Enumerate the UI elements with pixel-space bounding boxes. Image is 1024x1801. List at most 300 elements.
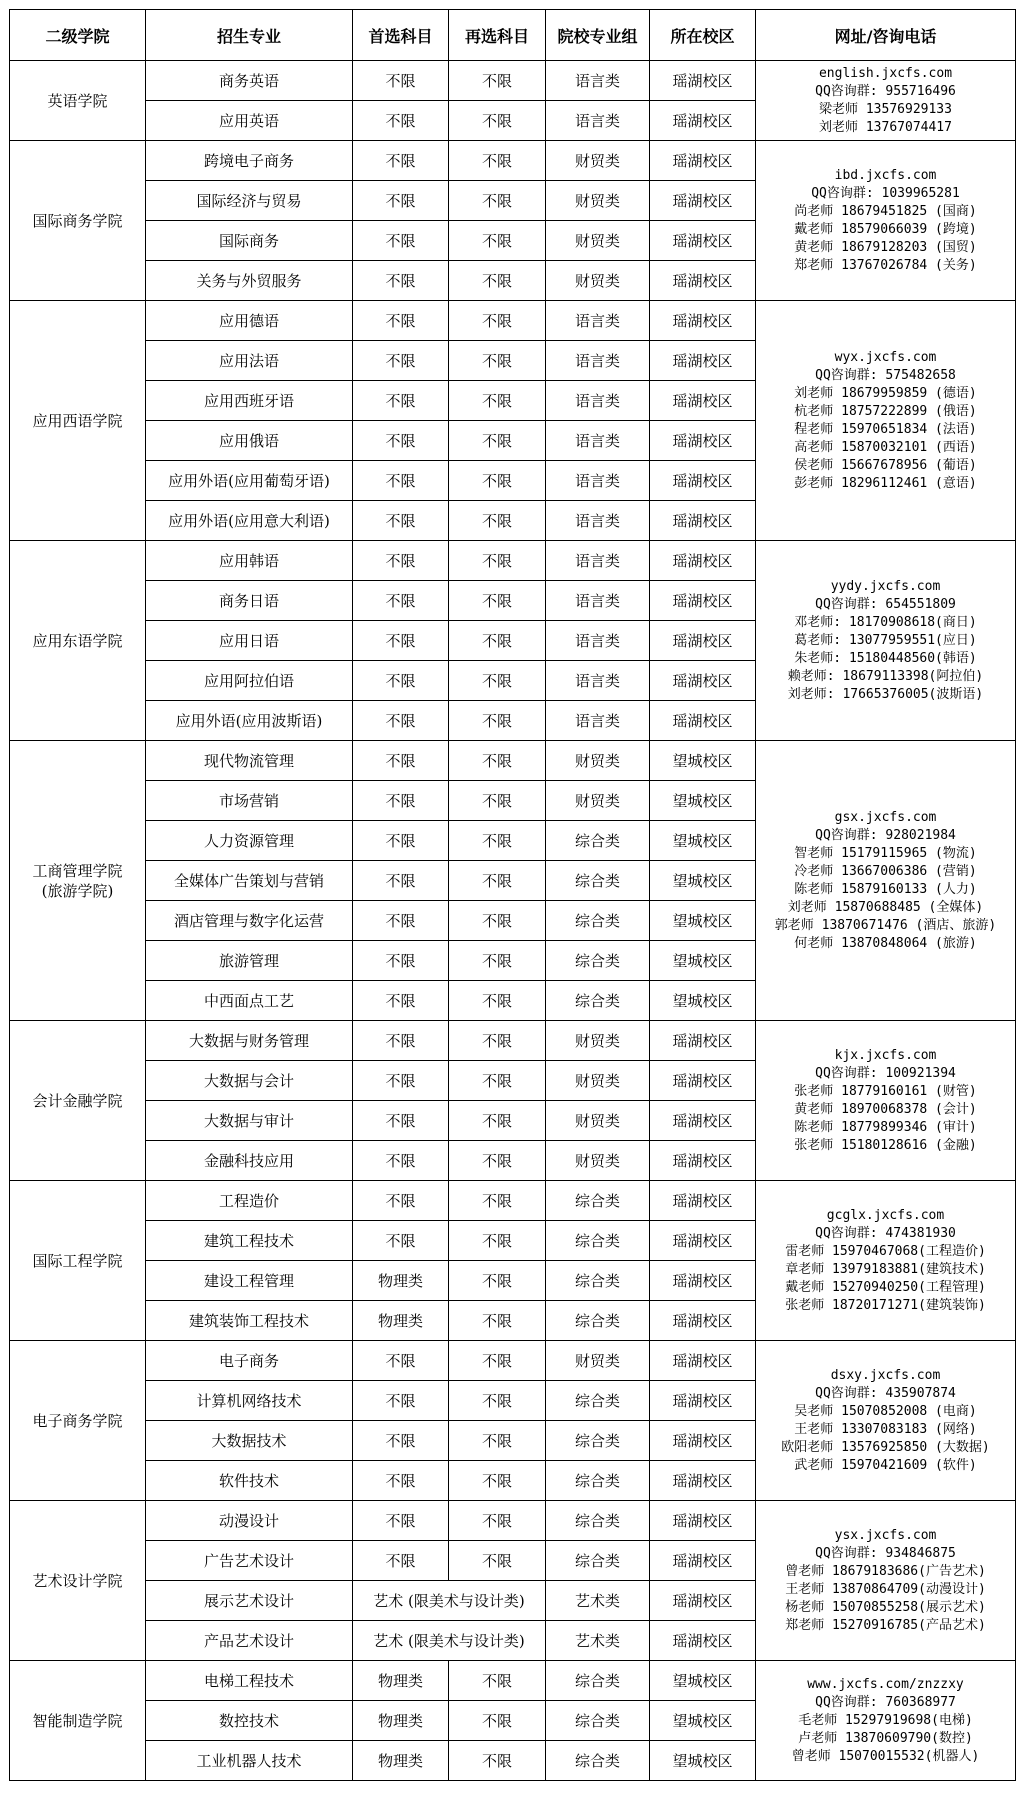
major-group-cell: 财贸类 (546, 781, 650, 821)
contact-website: english.jxcfs.com (818, 65, 953, 81)
contact-teacher-phone: 王老师 13870864709(动漫设计) (785, 1581, 986, 1597)
college-name-line: 智能制造学院 (32, 1711, 123, 1730)
major-group-cell: 财贸类 (546, 1101, 650, 1141)
campus-cell: 瑶湖校区 (650, 581, 756, 621)
contact-teacher-phone: 卢老师 13870609790(数控) (798, 1730, 973, 1746)
second-subject-cell: 不限 (449, 61, 546, 101)
second-subject-cell: 不限 (449, 1501, 546, 1541)
major-cell: 建设工程管理 (146, 1261, 353, 1301)
major-group-cell: 综合类 (546, 1461, 650, 1501)
major-cell: 应用日语 (146, 621, 353, 661)
campus-cell: 瑶湖校区 (650, 1301, 756, 1341)
college-name-cell (10, 141, 146, 301)
contact-cell (756, 1661, 1016, 1781)
major-cell: 酒店管理与数字化运营 (146, 901, 353, 941)
contact-teacher-phone: 邓老师: 18170908618(商日) (794, 614, 977, 630)
major-cell: 动漫设计 (146, 1501, 353, 1541)
contact-qq-group: QQ咨询群: 928021984 (815, 827, 956, 843)
first-subject-cell: 不限 (353, 861, 449, 901)
second-subject-cell: 不限 (449, 301, 546, 341)
second-subject-cell: 不限 (449, 1341, 546, 1381)
contact-cell (756, 1021, 1016, 1181)
major-cell: 商务英语 (146, 61, 353, 101)
contact-teacher-phone: 黄老师 18679128203 (国贸) (794, 239, 977, 255)
second-subject-cell: 不限 (449, 501, 546, 541)
major-group-cell: 综合类 (546, 821, 650, 861)
major-group-cell: 综合类 (546, 981, 650, 1021)
major-group-cell: 综合类 (546, 1381, 650, 1421)
major-group-cell: 综合类 (546, 1661, 650, 1701)
second-subject-cell: 不限 (449, 1141, 546, 1181)
first-subject-cell: 不限 (353, 901, 449, 941)
first-subject-cell: 不限 (353, 221, 449, 261)
college-name-cell (10, 61, 146, 141)
major-group-cell: 综合类 (546, 861, 650, 901)
major-cell: 应用俄语 (146, 421, 353, 461)
first-subject-cell: 物理类 (353, 1261, 449, 1301)
campus-cell: 望城校区 (650, 901, 756, 941)
campus-cell: 瑶湖校区 (650, 1541, 756, 1581)
second-subject-cell: 不限 (449, 821, 546, 861)
major-group-cell: 语言类 (546, 581, 650, 621)
campus-cell: 望城校区 (650, 1741, 756, 1781)
first-subject-cell: 不限 (353, 541, 449, 581)
contact-website: dsxy.jxcfs.com (830, 1367, 941, 1383)
table-row (10, 301, 1016, 341)
campus-cell: 瑶湖校区 (650, 141, 756, 181)
second-subject-cell: 不限 (449, 901, 546, 941)
major-cell: 现代物流管理 (146, 741, 353, 781)
campus-cell: 瑶湖校区 (650, 301, 756, 341)
major-cell: 国际经济与贸易 (146, 181, 353, 221)
college-name-cell (10, 741, 146, 1021)
major-cell: 应用韩语 (146, 541, 353, 581)
contact-teacher-phone: 何老师 13870848064 (旅游) (794, 935, 977, 951)
contact-teacher-phone: 刘老师 18679959859 (德语) (794, 385, 977, 401)
major-group-cell: 财贸类 (546, 1141, 650, 1181)
subject-requirement-cell: 艺术 (限美术与设计类) (353, 1581, 546, 1621)
contact-teacher-phone: 雷老师 15970467068(工程造价) (785, 1243, 986, 1259)
contact-website: ibd.jxcfs.com (834, 167, 937, 183)
second-subject-cell: 不限 (449, 1061, 546, 1101)
major-cell: 电子商务 (146, 1341, 353, 1381)
major-group-cell: 财贸类 (546, 221, 650, 261)
first-subject-cell: 不限 (353, 461, 449, 501)
second-subject-cell: 不限 (449, 221, 546, 261)
header-second-subject: 再选科目 (449, 10, 546, 61)
college-name-cell (10, 541, 146, 741)
major-cell: 工程造价 (146, 1181, 353, 1221)
campus-cell: 望城校区 (650, 821, 756, 861)
major-cell: 金融科技应用 (146, 1141, 353, 1181)
major-cell: 中西面点工艺 (146, 981, 353, 1021)
contact-teacher-phone: 张老师 18779160161 (财管) (794, 1083, 977, 1099)
first-subject-cell: 不限 (353, 141, 449, 181)
first-subject-cell: 不限 (353, 701, 449, 741)
contact-qq-group: QQ咨询群: 474381930 (815, 1225, 956, 1241)
major-cell: 建筑装饰工程技术 (146, 1301, 353, 1341)
major-cell: 大数据与财务管理 (146, 1021, 353, 1061)
campus-cell: 望城校区 (650, 1701, 756, 1741)
major-group-cell: 财贸类 (546, 1341, 650, 1381)
contact-website: kjx.jxcfs.com (834, 1047, 937, 1063)
major-group-cell: 语言类 (546, 61, 650, 101)
second-subject-cell: 不限 (449, 1381, 546, 1421)
campus-cell: 瑶湖校区 (650, 1581, 756, 1621)
contact-teacher-phone: 程老师 15970651834 (法语) (794, 421, 977, 437)
second-subject-cell: 不限 (449, 261, 546, 301)
second-subject-cell: 不限 (449, 661, 546, 701)
campus-cell: 瑶湖校区 (650, 1461, 756, 1501)
header-contact: 网址/咨询电话 (756, 10, 1016, 61)
major-group-cell: 综合类 (546, 1541, 650, 1581)
college-name-line: (旅游学院) (41, 881, 114, 900)
second-subject-cell: 不限 (449, 1461, 546, 1501)
major-group-cell: 综合类 (546, 1421, 650, 1461)
table-row (10, 541, 1016, 581)
major-cell: 跨境电子商务 (146, 141, 353, 181)
major-cell: 数控技术 (146, 1701, 353, 1741)
major-group-cell: 综合类 (546, 1221, 650, 1261)
major-cell: 应用阿拉伯语 (146, 661, 353, 701)
major-cell: 应用外语(应用波斯语) (146, 701, 353, 741)
contact-cell (756, 741, 1016, 1021)
first-subject-cell: 不限 (353, 501, 449, 541)
major-cell: 应用外语(应用意大利语) (146, 501, 353, 541)
contact-teacher-phone: 侯老师 15667678956 (葡语) (794, 457, 977, 473)
first-subject-cell: 不限 (353, 101, 449, 141)
college-name-cell (10, 301, 146, 541)
contact-teacher-phone: 冷老师 13667006386 (营销) (794, 863, 977, 879)
major-cell: 工业机器人技术 (146, 1741, 353, 1781)
major-group-cell: 综合类 (546, 901, 650, 941)
campus-cell: 瑶湖校区 (650, 1421, 756, 1461)
first-subject-cell: 物理类 (353, 1701, 449, 1741)
contact-cell (756, 141, 1016, 301)
campus-cell: 瑶湖校区 (650, 101, 756, 141)
campus-cell: 瑶湖校区 (650, 501, 756, 541)
contact-teacher-phone: 戴老师 15270940250(工程管理) (785, 1279, 986, 1295)
first-subject-cell: 不限 (353, 1141, 449, 1181)
first-subject-cell: 不限 (353, 661, 449, 701)
second-subject-cell: 不限 (449, 181, 546, 221)
first-subject-cell: 不限 (353, 1021, 449, 1061)
college-name-cell (10, 1021, 146, 1181)
campus-cell: 瑶湖校区 (650, 621, 756, 661)
contact-website: ysx.jxcfs.com (834, 1527, 937, 1543)
table-row (10, 141, 1016, 181)
major-cell: 市场营销 (146, 781, 353, 821)
second-subject-cell: 不限 (449, 341, 546, 381)
campus-cell: 瑶湖校区 (650, 1261, 756, 1301)
second-subject-cell: 不限 (449, 1421, 546, 1461)
major-cell: 电梯工程技术 (146, 1661, 353, 1701)
contact-teacher-phone: 郑老师 15270916785(产品艺术) (785, 1617, 986, 1633)
second-subject-cell: 不限 (449, 941, 546, 981)
major-cell: 广告艺术设计 (146, 1541, 353, 1581)
major-group-cell: 财贸类 (546, 1021, 650, 1061)
campus-cell: 瑶湖校区 (650, 661, 756, 701)
contact-teacher-phone: 戴老师 18579066039 (跨境) (794, 221, 977, 237)
contact-qq-group: QQ咨询群: 934846875 (815, 1545, 956, 1561)
college-name-line: 国际商务学院 (32, 211, 123, 230)
campus-cell: 望城校区 (650, 741, 756, 781)
second-subject-cell: 不限 (449, 1741, 546, 1781)
major-group-cell: 综合类 (546, 1181, 650, 1221)
major-group-cell: 综合类 (546, 1701, 650, 1741)
major-group-cell: 财贸类 (546, 741, 650, 781)
first-subject-cell: 不限 (353, 381, 449, 421)
first-subject-cell: 不限 (353, 821, 449, 861)
major-cell: 软件技术 (146, 1461, 353, 1501)
second-subject-cell: 不限 (449, 581, 546, 621)
table-row (10, 741, 1016, 781)
major-cell: 大数据与会计 (146, 1061, 353, 1101)
contact-teacher-phone: 智老师 15179115965 (物流) (794, 845, 977, 861)
first-subject-cell: 不限 (353, 1221, 449, 1261)
contact-qq-group: QQ咨询群: 435907874 (815, 1385, 956, 1401)
major-cell: 展示艺术设计 (146, 1581, 353, 1621)
second-subject-cell: 不限 (449, 781, 546, 821)
contact-website: gsx.jxcfs.com (834, 809, 937, 825)
contact-cell (756, 541, 1016, 741)
contact-teacher-phone: 欧阳老师 13576925850 (大数据) (781, 1439, 990, 1455)
contact-teacher-phone: 葛老师: 13077959551(应日) (794, 632, 977, 648)
contact-qq-group: QQ咨询群: 100921394 (815, 1065, 956, 1081)
second-subject-cell: 不限 (449, 461, 546, 501)
second-subject-cell: 不限 (449, 1301, 546, 1341)
major-group-cell: 语言类 (546, 621, 650, 661)
second-subject-cell: 不限 (449, 1221, 546, 1261)
contact-website: yydy.jxcfs.com (830, 578, 941, 594)
major-cell: 应用英语 (146, 101, 353, 141)
college-name-cell (10, 1181, 146, 1341)
campus-cell: 瑶湖校区 (650, 1381, 756, 1421)
contact-cell (756, 1181, 1016, 1341)
contact-teacher-phone: 杭老师 18757222899 (俄语) (794, 403, 977, 419)
campus-cell: 瑶湖校区 (650, 1101, 756, 1141)
major-cell: 人力资源管理 (146, 821, 353, 861)
first-subject-cell: 不限 (353, 421, 449, 461)
college-name-cell (10, 1661, 146, 1781)
major-group-cell: 艺术类 (546, 1581, 650, 1621)
campus-cell: 瑶湖校区 (650, 1021, 756, 1061)
contact-teacher-phone: 吴老师 15070852008 (电商) (794, 1403, 977, 1419)
major-group-cell: 财贸类 (546, 141, 650, 181)
contact-teacher-phone: 黄老师 18970068378 (会计) (794, 1101, 977, 1117)
major-cell: 应用西班牙语 (146, 381, 353, 421)
major-group-cell: 综合类 (546, 1261, 650, 1301)
campus-cell: 瑶湖校区 (650, 461, 756, 501)
contact-teacher-phone: 章老师 13979183881(建筑技术) (785, 1261, 986, 1277)
major-group-cell: 综合类 (546, 1501, 650, 1541)
second-subject-cell: 不限 (449, 1261, 546, 1301)
first-subject-cell: 不限 (353, 1381, 449, 1421)
campus-cell: 瑶湖校区 (650, 1061, 756, 1101)
major-group-cell: 语言类 (546, 341, 650, 381)
major-group-cell: 语言类 (546, 381, 650, 421)
college-name-line: 应用东语学院 (32, 631, 123, 650)
first-subject-cell: 不限 (353, 581, 449, 621)
college-name-line: 应用西语学院 (32, 411, 123, 430)
second-subject-cell: 不限 (449, 1541, 546, 1581)
header-row (10, 10, 1016, 61)
first-subject-cell: 不限 (353, 261, 449, 301)
contact-teacher-phone: 郑老师 13767026784 (关务) (794, 257, 977, 273)
campus-cell: 望城校区 (650, 1661, 756, 1701)
contact-teacher-phone: 尚老师 18679451825 (国商) (794, 203, 977, 219)
contact-teacher-phone: 曾老师 18679183686(广告艺术) (785, 1563, 986, 1579)
campus-cell: 望城校区 (650, 941, 756, 981)
contact-teacher-phone: 赖老师: 18679113398(阿拉伯) (787, 668, 984, 684)
major-cell: 全媒体广告策划与营销 (146, 861, 353, 901)
major-group-cell: 语言类 (546, 541, 650, 581)
second-subject-cell: 不限 (449, 1101, 546, 1141)
contact-website: gcglx.jxcfs.com (826, 1207, 945, 1223)
first-subject-cell: 不限 (353, 1341, 449, 1381)
major-group-cell: 艺术类 (546, 1621, 650, 1661)
contact-qq-group: QQ咨询群: 1039965281 (811, 185, 960, 201)
campus-cell: 瑶湖校区 (650, 421, 756, 461)
first-subject-cell: 不限 (353, 61, 449, 101)
admissions-table-container (9, 9, 1015, 1781)
first-subject-cell: 不限 (353, 741, 449, 781)
contact-cell (756, 1341, 1016, 1501)
campus-cell: 瑶湖校区 (650, 261, 756, 301)
contact-teacher-phone: 郭老师 13870671476 (酒店、旅游) (774, 917, 997, 933)
contact-teacher-phone: 毛老师 15297919698(电梯) (798, 1712, 973, 1728)
contact-teacher-phone: 梁老师 13576929133 (819, 101, 952, 117)
contact-teacher-phone: 刘老师 13767074417 (819, 119, 952, 135)
first-subject-cell: 不限 (353, 621, 449, 661)
second-subject-cell: 不限 (449, 1181, 546, 1221)
campus-cell: 瑶湖校区 (650, 1501, 756, 1541)
contact-teacher-phone: 陈老师 15879160133 (人力) (794, 881, 977, 897)
major-group-cell: 语言类 (546, 421, 650, 461)
subject-requirement-cell: 艺术 (限美术与设计类) (353, 1621, 546, 1661)
major-cell: 旅游管理 (146, 941, 353, 981)
major-group-cell: 财贸类 (546, 1061, 650, 1101)
campus-cell: 瑶湖校区 (650, 1181, 756, 1221)
contact-teacher-phone: 刘老师 15870688485 (全媒体) (787, 899, 984, 915)
major-group-cell: 语言类 (546, 661, 650, 701)
second-subject-cell: 不限 (449, 621, 546, 661)
major-cell: 应用法语 (146, 341, 353, 381)
first-subject-cell: 物理类 (353, 1301, 449, 1341)
first-subject-cell: 不限 (353, 981, 449, 1021)
first-subject-cell: 不限 (353, 341, 449, 381)
campus-cell: 瑶湖校区 (650, 381, 756, 421)
contact-teacher-phone: 朱老师: 15180448560(韩语) (794, 650, 977, 666)
header-first-subject: 首选科目 (353, 10, 449, 61)
first-subject-cell: 不限 (353, 1101, 449, 1141)
first-subject-cell: 不限 (353, 301, 449, 341)
contact-qq-group: QQ咨询群: 955716496 (815, 83, 956, 99)
first-subject-cell: 不限 (353, 1501, 449, 1541)
major-group-cell: 综合类 (546, 1741, 650, 1781)
campus-cell: 望城校区 (650, 861, 756, 901)
contact-cell (756, 301, 1016, 541)
first-subject-cell: 不限 (353, 1421, 449, 1461)
contact-website: www.jxcfs.com/znzzxy (807, 1676, 964, 1692)
major-group-cell: 综合类 (546, 1301, 650, 1341)
campus-cell: 瑶湖校区 (650, 181, 756, 221)
college-name-line: 会计金融学院 (32, 1091, 123, 1110)
college-name-line: 电子商务学院 (32, 1411, 123, 1430)
contact-qq-group: QQ咨询群: 654551809 (815, 596, 956, 612)
first-subject-cell: 不限 (353, 1181, 449, 1221)
college-name-cell (10, 1341, 146, 1501)
second-subject-cell: 不限 (449, 381, 546, 421)
campus-cell: 望城校区 (650, 981, 756, 1021)
college-name-line: 国际工程学院 (32, 1251, 123, 1270)
contact-teacher-phone: 王老师 13307083183 (网络) (794, 1421, 977, 1437)
major-cell: 建筑工程技术 (146, 1221, 353, 1261)
table-body (10, 61, 1016, 1781)
second-subject-cell: 不限 (449, 1021, 546, 1061)
contact-qq-group: QQ咨询群: 760368977 (815, 1694, 956, 1710)
major-group-cell: 语言类 (546, 701, 650, 741)
college-name-line: 艺术设计学院 (32, 1571, 123, 1590)
header-major-group: 院校专业组 (546, 10, 650, 61)
contact-teacher-phone: 曾老师 15070015532(机器人) (791, 1748, 980, 1764)
campus-cell: 瑶湖校区 (650, 701, 756, 741)
table-row (10, 1661, 1016, 1701)
major-cell: 应用外语(应用葡萄牙语) (146, 461, 353, 501)
major-cell: 大数据技术 (146, 1421, 353, 1461)
campus-cell: 瑶湖校区 (650, 341, 756, 381)
contact-teacher-phone: 刘老师: 17665376005(波斯语) (787, 686, 984, 702)
contact-teacher-phone: 陈老师 18779899346 (审计) (794, 1119, 977, 1135)
second-subject-cell: 不限 (449, 141, 546, 181)
major-cell: 关务与外贸服务 (146, 261, 353, 301)
campus-cell: 瑶湖校区 (650, 541, 756, 581)
second-subject-cell: 不限 (449, 541, 546, 581)
campus-cell: 瑶湖校区 (650, 61, 756, 101)
campus-cell: 瑶湖校区 (650, 1221, 756, 1261)
second-subject-cell: 不限 (449, 421, 546, 461)
header-campus: 所在校区 (650, 10, 756, 61)
second-subject-cell: 不限 (449, 101, 546, 141)
first-subject-cell: 物理类 (353, 1661, 449, 1701)
contact-teacher-phone: 彭老师 18296112461 (意语) (794, 475, 977, 491)
contact-cell (756, 61, 1016, 141)
major-cell: 产品艺术设计 (146, 1621, 353, 1661)
major-group-cell: 财贸类 (546, 181, 650, 221)
table-row (10, 1341, 1016, 1381)
contact-teacher-phone: 张老师 15180128616 (金融) (794, 1137, 977, 1153)
second-subject-cell: 不限 (449, 1701, 546, 1741)
second-subject-cell: 不限 (449, 981, 546, 1021)
major-cell: 国际商务 (146, 221, 353, 261)
major-group-cell: 语言类 (546, 301, 650, 341)
contact-qq-group: QQ咨询群: 575482658 (815, 367, 956, 383)
first-subject-cell: 不限 (353, 181, 449, 221)
campus-cell: 瑶湖校区 (650, 1141, 756, 1181)
campus-cell: 望城校区 (650, 781, 756, 821)
header-major: 招生专业 (146, 10, 353, 61)
major-group-cell: 语言类 (546, 101, 650, 141)
college-name-cell (10, 1501, 146, 1661)
first-subject-cell: 不限 (353, 941, 449, 981)
major-cell: 应用德语 (146, 301, 353, 341)
major-cell: 商务日语 (146, 581, 353, 621)
header-college: 二级学院 (10, 10, 146, 61)
major-group-cell: 语言类 (546, 461, 650, 501)
contact-teacher-phone: 武老师 15970421609 (软件) (794, 1457, 977, 1473)
major-cell: 大数据与审计 (146, 1101, 353, 1141)
table-row (10, 1181, 1016, 1221)
